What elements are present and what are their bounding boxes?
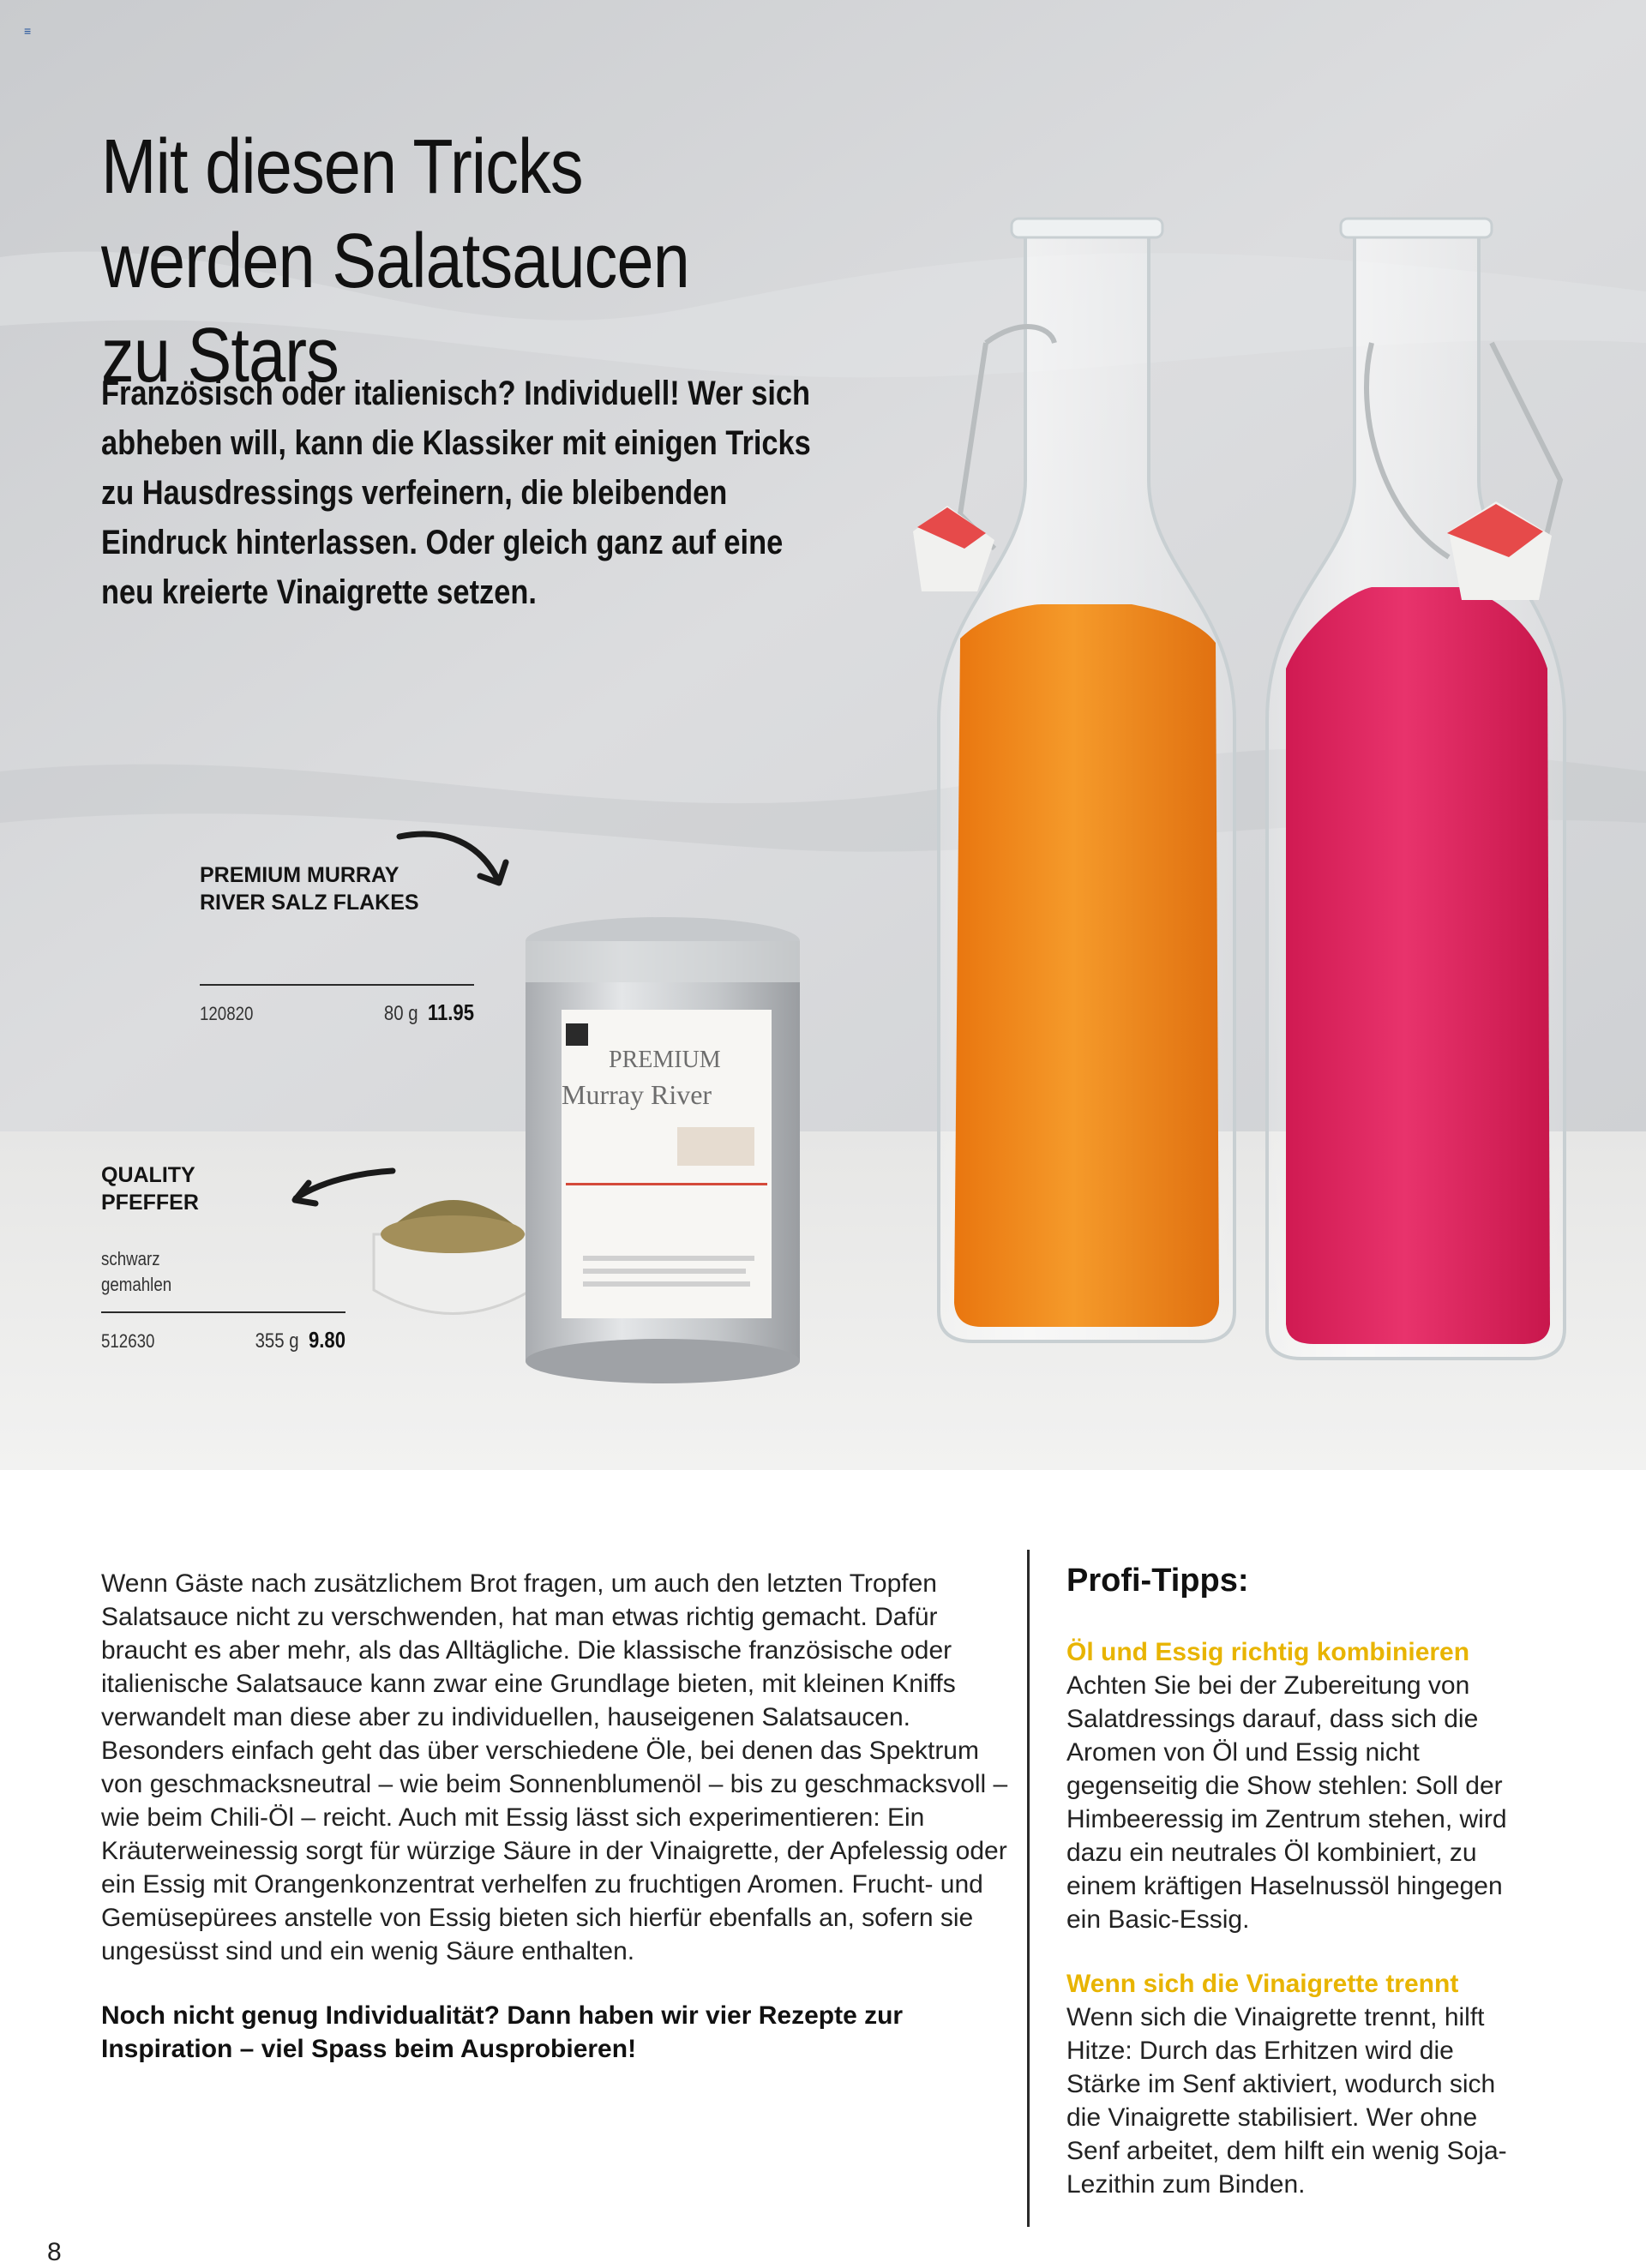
tip-text-1: Achten Sie bei der Zubereitung von Salatdressings darauf, dass sich die Aromen von Öl und Essig nicht gegenseitig die Show stehlen: Soll der Himbeeressig im Zentrum stehen, wird dazu ein neutrales Öl kombiniert, zu einem kräftigen Haselnussöl hingegen ein Basic-Essig. (1066, 1671, 1507, 1934)
page-number: 8 (47, 2238, 62, 2266)
tip-heading-1: Öl und Essig richtig kombinieren (1066, 1638, 1470, 1666)
lead-text: Französisch oder italienisch? Individuell! Wer sich abheben will, kann die Klassiker mit einigen Tricks zu Hausdressings verfeinern, die bleibenden Eindruck hinterlassen. Oder gleich ganz auf eine neu kreierte Vinaigrette setzen. (101, 375, 811, 611)
tip-heading-2: Wenn sich die Vinaigrette trennt (1066, 1970, 1459, 1998)
pepper-product-rule (101, 1311, 345, 1313)
salt-article-number: 120820 (200, 1003, 254, 1024)
article-cta: Noch nicht genug Individualität? Dann haben wir vier Rezepte zur Inspiration – viel Spass beim Ausprobieren! (101, 2001, 904, 2063)
tip-text-2: Wenn sich die Vinaigrette trennt, hilft Hitze: Durch das Erhitzen wird die Stärke im Senf aktiviert, wodurch sich die Vinaigrette stabilisiert. Wer ohne Senf arbeitet, dem hilft ein wenig Soja-Lezithin zum Binden. (1066, 2003, 1507, 2199)
pepper-description: schwarz gemahlen (101, 1248, 172, 1295)
tin-label-line2: Murray River (562, 1079, 712, 1110)
salt-price: 11.95 (427, 999, 474, 1025)
pepper-price-line (234, 1327, 345, 1354)
article-body: Wenn Gäste nach zusätzlichem Brot fragen, um auch den letzten Tropfen Salatsauce nicht zu verschwenden, hat man etwas richtig gemacht. Dafür braucht es aber mehr, als das Alltägliche. Die klassische französische oder italienische Salatsauce kann zwar eine Grundlage bieten, mit kleinen Kniffs verwandelt man diese aber zu individuellen, hauseigenen Salatsaucen. Besonders einfach geht das über verschiedene Öle, bei denen das Spektrum von geschmacksneutral – wie beim Sonnenblumenöl – bis zu geschmacksvoll – wie beim Chili-Öl – reicht. Auch mit Essig lässt sich experimentieren: Ein Kräuterweinessig sorgt für würzige Säure in der Vinaigrette, der Apfelessig oder ein Essig mit Orangenkonzentrat verhelfen zu fruchtigen Aromen. Frucht- und Gemüsepürees anstelle von Essig bieten sich hierfür ebenfalls an, sofern sie ungesüsst sind und ein wenig Säure enthalten. (101, 1569, 1008, 1965)
pepper-article-number: 512630 (101, 1330, 155, 1352)
pepper-price: 9.80 (308, 1327, 345, 1353)
column-divider (1027, 1550, 1030, 2227)
salt-weight: 80 g (383, 1002, 418, 1025)
tin-label-line1: PREMIUM (609, 1047, 721, 1073)
headline: Mit diesen Tricks werden Salatsaucen zu Stars (101, 124, 689, 399)
salt-product-name: PREMIUM MURRAY RIVER SALZ FLAKES (200, 863, 419, 915)
salt-product-rule (200, 984, 474, 986)
pepper-product-name: QUALITY PFEFFER (101, 1163, 199, 1215)
menu-icon[interactable]: ≡ (24, 24, 32, 38)
pepper-weight: 355 g (255, 1329, 299, 1353)
salt-price-line (363, 999, 474, 1027)
tips-title: Profi-Tipps: (1066, 1563, 1249, 1599)
